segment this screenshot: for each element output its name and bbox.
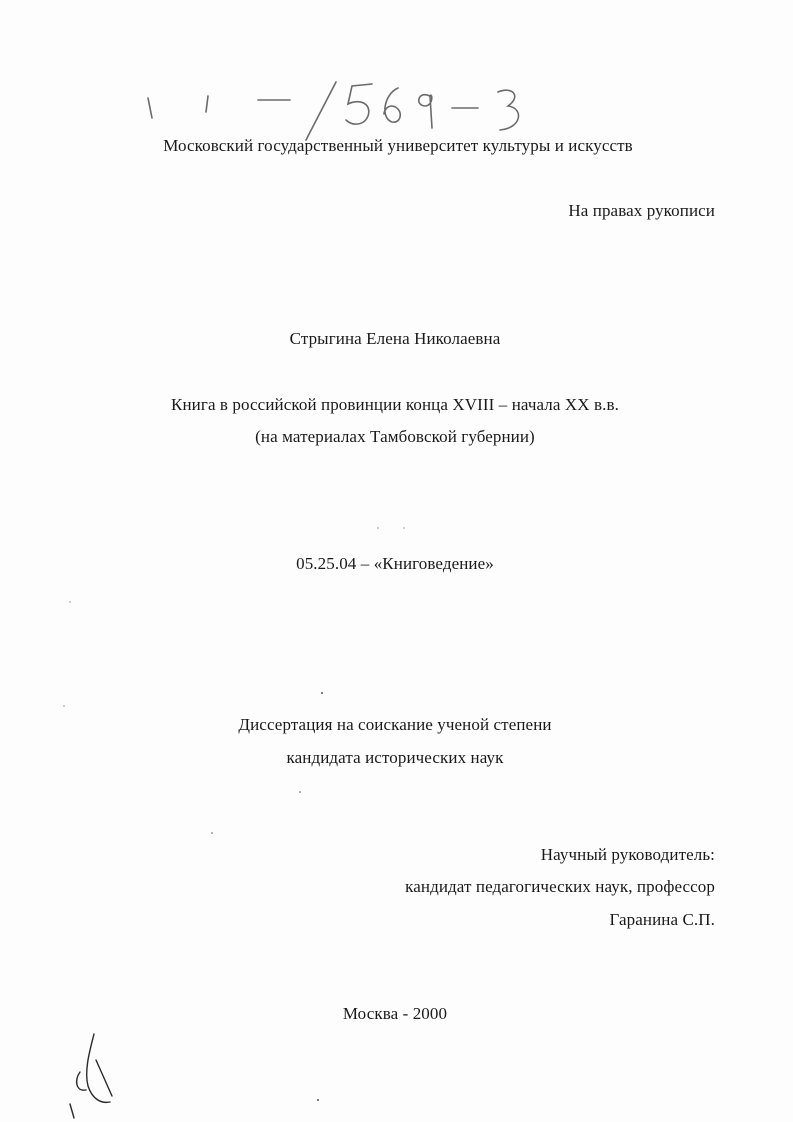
speck [69,601,70,602]
speck [403,527,404,528]
degree-statement-line1: Диссертация на соискание ученой степени [238,715,552,734]
speck [321,692,323,694]
speck [377,527,378,528]
city-year: Москва - 2000 [342,1004,448,1023]
advisor-degree: кандидат педагогических наук, профессор [405,877,715,896]
degree-statement-line2: кандидата исторических наук [286,748,504,767]
speck [317,1099,319,1101]
advisor-name: Гаранина С.П. [609,910,715,929]
advisor-label: Научный руководитель: [540,845,715,864]
dissertation-title-line2: (на материалах Тамбовской губернии) [255,427,535,446]
specialty-code: 05.25.04 – «Книговедение» [296,554,494,573]
rights-notice: На правах рукописи [568,201,715,220]
speck [299,791,301,793]
speck [63,705,64,706]
speck [211,832,213,834]
dissertation-title-line1: Книга в российской провинции конца XVIII – начала XX в.в. [171,395,619,414]
institution-name: Московский государственный университет культуры и искусств [163,136,633,155]
author-name: Стрыгина Елена Николаевна [289,329,501,348]
